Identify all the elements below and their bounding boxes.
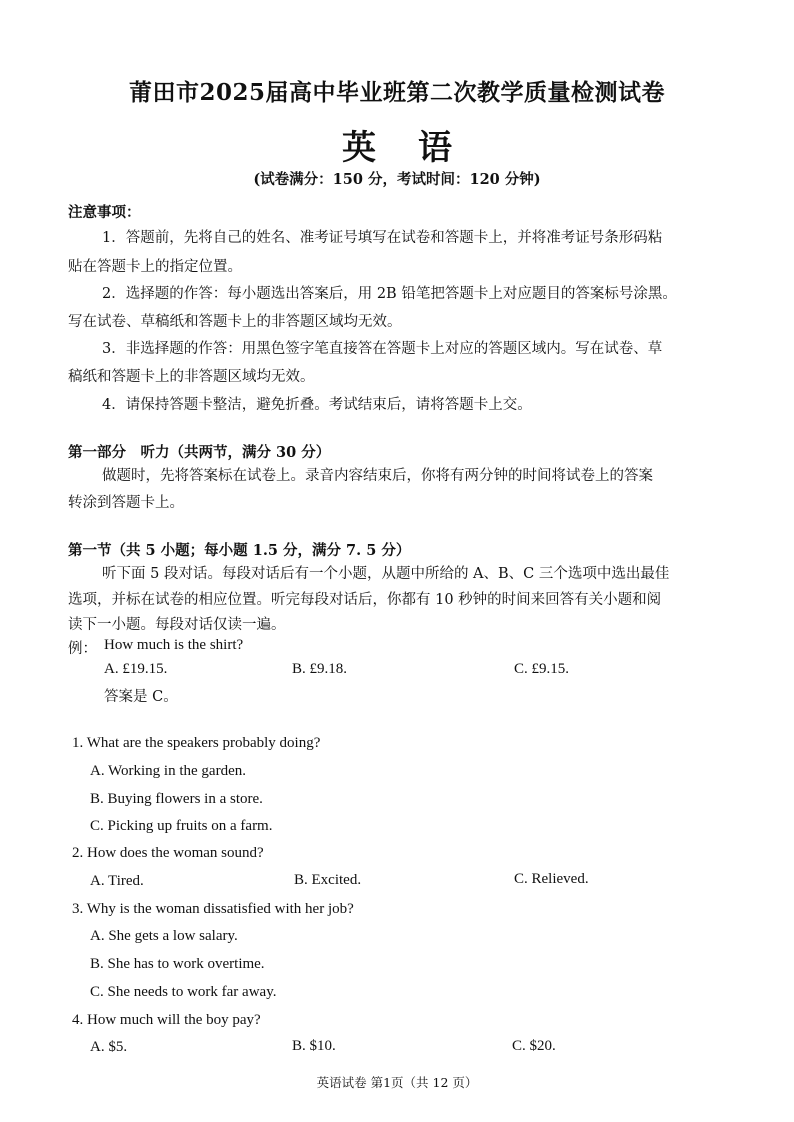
example-label: 例：	[68, 641, 97, 657]
question-1-option-b: B. Buying flowers in a store.	[90, 791, 263, 807]
question-3-option-b: B. She has to work overtime.	[90, 956, 265, 972]
question-4-option-a: A. $5.	[90, 1039, 128, 1055]
question-1-option-a: A. Working in the garden.	[90, 763, 246, 779]
question-3-stem: 3. Why is the woman dissatisfied with her job?	[72, 901, 354, 917]
question-4-option-b: B. $10.	[292, 1038, 336, 1054]
question-2-option-c: C. Relieved.	[514, 871, 589, 887]
part1-intro-line-1: 做题时，先将答案标在试卷上。录音内容结束后，你将有两分钟的时间将试卷上的答案	[102, 468, 653, 484]
question-4-stem: 4. How much will the boy pay?	[72, 1012, 261, 1028]
section1-intro-line-3: 读下一小题。每段对话仅读一遍。	[68, 617, 286, 633]
example-option-c: C. £9.15.	[514, 661, 570, 677]
notice-item-2-line-1: 2．选择题的作答：每小题选出答案后，用 2B 铅笔把答题卡上对应题目的答案标号涂黑。	[102, 286, 677, 302]
example-answer: 答案是 C。	[104, 689, 178, 705]
question-2-option-a: A. Tired.	[90, 873, 144, 889]
notice-item-1-line-1: 1．答题前，先将自己的姓名、准考证号填写在试卷和答题卡上，并将准考证号条形码粘	[102, 230, 663, 246]
score-info: (试卷满分：150 分，考试时间：120 分钟)	[253, 171, 541, 188]
exam-title: 莆田市2025届高中毕业班第二次教学质量检测试卷	[128, 79, 665, 106]
example-option-a: A. £19.15.	[104, 661, 168, 677]
question-3-option-a: A. She gets a low salary.	[90, 928, 238, 944]
question-2-stem: 2. How does the woman sound?	[72, 845, 264, 861]
notice-heading: 注意事项：	[68, 204, 141, 221]
part1-intro-line-2: 转涂到答题卡上。	[68, 495, 184, 511]
notice-item-2-line-2: 写在试卷、草稿纸和答题卡上的非答题区域均无效。	[68, 314, 402, 330]
notice-item-4: 4．请保持答题卡整洁，避免折叠。考试结束后，请将答题卡上交。	[102, 397, 532, 413]
notice-item-3-line-2: 稿纸和答题卡上的非答题区域均无效。	[68, 369, 315, 385]
question-1-option-c: C. Picking up fruits on a farm.	[90, 818, 273, 834]
example-question: How much is the shirt?	[104, 637, 244, 653]
notice-item-1-line-2: 贴在答题卡上的指定位置。	[68, 259, 242, 275]
example-option-b: B. £9.18.	[292, 661, 348, 677]
question-3-option-c: C. She needs to work far away.	[90, 984, 277, 1000]
page-footer: 英语试卷 第1页（共 12 页）	[316, 1075, 478, 1090]
question-1-stem: 1. What are the speakers probably doing?	[72, 735, 321, 751]
question-2-option-b: B. Excited.	[294, 872, 362, 888]
section1-intro-line-2: 选项，并标在试卷的相应位置。听完每段对话后，你都有 10 秒钟的时间来回答有关小题和阅	[68, 592, 662, 608]
subject-title: 英语	[342, 128, 494, 168]
notice-item-3-line-1: 3．非选择题的作答：用黑色签字笔直接答在答题卡上对应的答题区域内。写在试卷、草	[102, 341, 663, 357]
question-4-option-c: C. $20.	[512, 1038, 556, 1054]
section1-intro-line-1: 听下面 5 段对话。每段对话后有一个小题，从题中所给的 A、B、C 三个选项中选出最佳	[102, 566, 670, 582]
section1-heading: 第一节（共 5 小题；每小题 1.5 分，满分 7. 5 分）	[68, 542, 411, 559]
part1-heading: 第一部分 听力（共两节，满分 30 分）	[68, 444, 331, 461]
